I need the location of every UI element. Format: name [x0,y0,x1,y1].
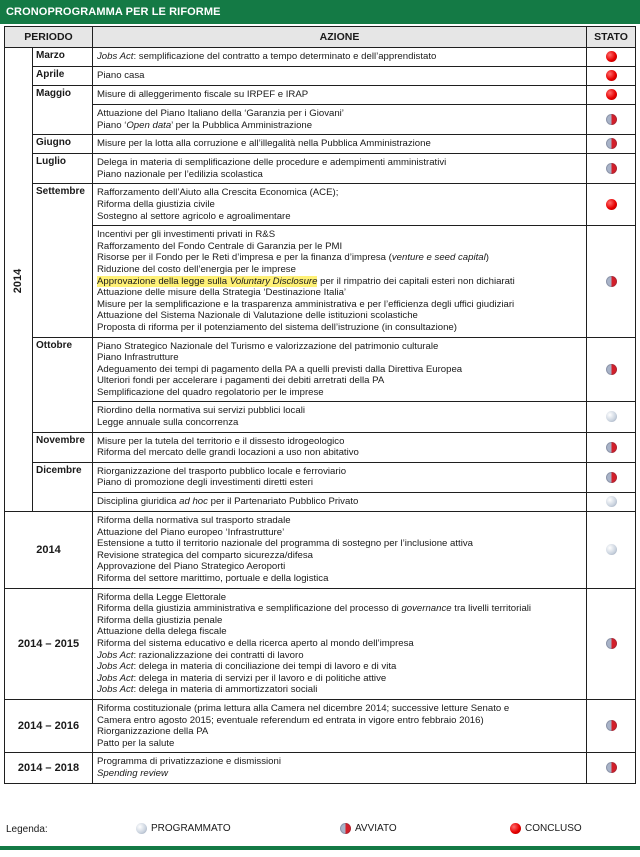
action-cell [93,86,587,105]
programmato-status-icon [606,411,617,422]
table-row [5,154,636,184]
table-row [5,699,636,752]
month-label: Marzo [33,48,93,67]
action-text: Jobs Act [97,649,134,661]
action-text: ) [485,252,489,264]
table-row [5,462,636,492]
action-line [97,661,582,673]
action-text: Jobs Act [97,51,134,62]
action-text: venture e seed capital [391,252,486,264]
action-text: : delega in materia di ammortizzatori sociali [133,684,318,696]
table-row [5,512,636,589]
action-text: Incentivi per gli investimenti privati in R&S [97,229,276,241]
status-cell [587,105,636,135]
action-cell [93,402,587,432]
action-line [97,405,582,417]
action-text: Attuazione della delega fiscale [97,626,227,638]
action-text: : razionalizzazione dei contratti di lavoro [133,649,304,661]
table-body [5,48,636,784]
action-text: per il Partenariato Pubblico Privato [207,496,359,508]
action-text: Riforma della giustizia amministrativa e semplificazione del processo di [97,603,402,615]
action-line [97,626,582,638]
table-row [5,48,636,67]
table-row [5,493,636,512]
action-text: Proposta di riforma per il potenziamento del sistema dell’istruzione (in consultazione) [97,321,457,333]
status-cell [587,86,636,105]
table-row [5,432,636,462]
action-text: Attuazione del Piano europeo ‘Infrastrutture’ [97,526,285,538]
action-line [97,550,582,562]
action-line [97,252,582,264]
period-label: 2014 – 2016 [5,699,93,752]
period-label: 2014 [5,512,93,589]
action-line [97,768,582,780]
legend-label: Legenda: [6,824,48,835]
period-label: 2014 – 2018 [5,753,93,783]
action-line [97,496,582,508]
action-line [97,673,582,685]
action-text: Misure per la semplificazione e la trasparenza amministrativa e per l’efficienza degli uffici giudiziari [97,298,515,310]
action-text: Rafforzamento del Fondo Centrale di Garanzia per le PMI [97,240,343,252]
table-title: CRONOPROGRAMMA PER LE RIFORME [0,0,640,24]
month-label: Dicembre [33,462,93,511]
action-text: Jobs Act [97,661,134,673]
action-cell [93,48,587,67]
action-text: ’ per la Pubblica Amministrazione [171,119,313,131]
action-text: Riforma della giustizia civile [97,198,215,210]
action-text: Riforma della normativa sul trasporto stradale [97,515,291,527]
action-line [97,276,582,288]
action-line [97,187,582,199]
year-label: 2014 [12,268,25,293]
action-line [97,447,582,459]
action-line [97,466,582,478]
action-text: Attuazione delle misure della Strategia ‘Destinazione Italia’ [97,287,347,299]
action-text: Attuazione del Piano Italiano della ‘Garanzia per i Giovani’ [97,108,344,119]
action-text: Riforma del sistema educativo e della ricerca aperto al mondo dell’impresa [97,637,414,649]
action-text: Misure per la lotta alla corruzione e all’illegalità nella Pubblica Amministrazione [97,138,431,150]
action-line [97,229,582,241]
action-text: Riforma della Legge Elettorale [97,591,227,603]
action-line [97,715,582,727]
action-text: per il rimpatrio dei capitali esteri non dichiarati [317,275,515,287]
status-cell [587,588,636,699]
status-cell [587,337,636,402]
action-text: Piano Infrastrutture [97,352,179,364]
action-cell [93,226,587,337]
action-cell [93,432,587,462]
action-text: Semplificazione del quadro regolatorio per le imprese [97,386,324,398]
action-line [97,51,582,63]
action-line [97,527,582,539]
bottom-rule [0,846,640,850]
action-line [97,573,582,585]
action-text: Riforma della giustizia penale [97,614,223,626]
action-text: Sostegno al settore agricolo e agroalimentare [97,210,291,222]
month-label: Novembre [33,432,93,462]
action-text: Rafforzamento dell’Aiuto alla Crescita Economica (ACE); [97,187,339,199]
programmato-status-icon [136,823,147,834]
status-cell [587,699,636,752]
status-cell [587,184,636,226]
status-cell [587,226,636,337]
table-row [5,226,636,337]
action-text: Piano nazionale per l’edilizia scolastica [97,168,263,180]
status-cell [587,67,636,86]
action-text: Misure per la tutela del territorio e il dissesto idrogeologico [97,435,345,447]
action-line [97,477,582,489]
action-text: Disciplina giuridica [97,496,180,508]
action-line [97,726,582,738]
action-line [97,169,582,181]
action-cell [93,67,587,86]
action-text: Riduzione del costo dell’energia per le imprese [97,263,296,275]
action-text: Piano casa [97,70,145,81]
action-line [97,364,582,376]
action-line [97,615,582,627]
action-text: Approvazione della legge sulla [97,275,230,287]
status-cell [587,512,636,589]
action-line [97,561,582,573]
action-text: Camera entro agosto 2015; eventuale referendum ed entrata in vigore entro febbraio 2016) [97,714,484,726]
action-text: Jobs Act [97,684,134,696]
concluso-status-icon [606,51,617,62]
avviato-status-icon [606,364,617,375]
action-cell [93,462,587,492]
legend-programmato [136,823,231,834]
status-cell [587,462,636,492]
action-line [97,341,582,353]
action-line [97,264,582,276]
action-text: Piano di promozione degli investimenti diretti esteri [97,477,313,489]
programmato-status-icon [606,496,617,507]
concluso-status-icon [606,70,617,81]
month-label: Maggio [33,86,93,135]
avviato-status-icon [606,114,617,125]
action-text: Piano Strategico Nazionale del Turismo e valorizzazione del patrimonio culturale [97,340,439,352]
action-line [97,592,582,604]
action-line [97,211,582,223]
action-text: Voluntary Disclosure [229,275,318,287]
action-text: Ulteriori fondi per accelerare i pagamenti dei debiti arretrati della PA [97,375,385,387]
status-cell [587,402,636,432]
avviato-status-icon [606,762,617,773]
action-line [97,70,582,82]
legend [4,820,636,840]
action-text: Revisione strategica del comparto sicurezza/difesa [97,549,313,561]
action-line [97,436,582,448]
action-cell [93,105,587,135]
action-cell [93,184,587,226]
action-text: governance [401,603,452,615]
action-cell [93,753,587,783]
month-label: Settembre [33,184,93,337]
action-text: Delega in materia di semplificazione delle procedure e adempimenti amministrativi [97,157,447,169]
action-text: Riordino della normativa sui servizi pubblici locali [97,405,305,417]
action-text: Estensione a tutto il territorio nazionale del programma di sostegno per l’inclusione attiva [97,538,473,550]
action-text: ad hoc [179,496,208,508]
action-text: tra livelli territoriali [451,603,532,615]
action-line [97,287,582,299]
action-line [97,322,582,334]
action-line [97,638,582,650]
avviato-status-icon [340,823,351,834]
header-stato: STATO [587,27,636,48]
action-line [97,89,582,101]
legend-avviato-label: AVVIATO [355,823,397,834]
action-line [97,108,582,120]
action-line [97,417,582,429]
status-cell [587,135,636,154]
month-label: Luglio [33,154,93,184]
avviato-status-icon [606,472,617,483]
action-text: Patto per la salute [97,737,175,749]
action-text: Spending review [97,767,168,779]
concluso-status-icon [606,89,617,100]
legend-programmato-label: PROGRAMMATO [151,823,231,834]
action-text: Adeguamento dei tempi di pagamento della PA a quelli previsti dalla Direttiva Europea [97,363,463,375]
action-line [97,375,582,387]
action-text: Risorse per il Fondo per le Reti d’impresa e per la finanza d’impresa ( [97,252,392,264]
action-line [97,515,582,527]
legend-concluso-label: CONCLUSO [525,823,582,834]
table-row [5,753,636,783]
table-row [5,86,636,105]
avviato-status-icon [606,720,617,731]
action-line [97,352,582,364]
action-cell [93,337,587,402]
action-line [97,138,582,150]
concluso-status-icon [606,199,617,210]
action-cell [93,512,587,589]
avviato-status-icon [606,442,617,453]
action-cell [93,699,587,752]
avviato-status-icon [606,163,617,174]
action-cell [93,588,587,699]
reform-schedule-table [4,26,636,784]
table-row [5,588,636,699]
action-text: Riorganizzazione della PA [97,726,209,738]
status-cell [587,432,636,462]
concluso-status-icon [510,823,521,834]
header-azione: AZIONE [93,27,587,48]
action-text: : semplificazione del contratto a tempo determinato e dell’apprendistato [133,51,437,62]
table-row [5,337,636,402]
avviato-status-icon [606,276,617,287]
month-label: Ottobre [33,337,93,432]
month-label: Aprile [33,67,93,86]
action-text: Approvazione del Piano Strategico Aeroporti [97,561,286,573]
action-text: Legge annuale sulla concorrenza [97,417,239,429]
action-line [97,241,582,253]
action-cell [93,154,587,184]
action-text: Piano ‘ [97,119,127,131]
action-text: Jobs Act [97,672,134,684]
action-line [97,738,582,750]
header-row [5,27,636,48]
action-text: Misure di alleggerimento fiscale su IRPEF e IRAP [97,89,309,100]
action-text: Riforma costituzionale (prima lettura alla Camera nel dicembre 2014; successive letture Senato e [97,702,510,714]
table-row [5,105,636,135]
action-text: Programma di privatizzazione e dismissioni [97,756,281,768]
status-cell [587,753,636,783]
action-line [97,684,582,696]
action-line [97,387,582,399]
action-line [97,603,582,615]
programmato-status-icon [606,544,617,555]
action-line [97,310,582,322]
action-cell [93,493,587,512]
period-label: 2014 – 2015 [5,588,93,699]
legend-avviato [340,823,397,834]
table-row [5,184,636,226]
action-cell [93,135,587,154]
table-row [5,135,636,154]
status-cell [587,48,636,67]
action-text: Riforma del settore marittimo, portuale e della logistica [97,573,329,584]
action-text: Riorganizzazione del trasporto pubblico locale e ferroviario [97,465,347,477]
month-label: Giugno [33,135,93,154]
avviato-status-icon [606,638,617,649]
action-line [97,299,582,311]
status-cell [587,154,636,184]
action-line [97,199,582,211]
action-line [97,120,582,132]
year-cell-2014 [5,48,33,512]
table-row [5,402,636,432]
action-line [97,650,582,662]
action-text: Open data [126,119,172,131]
action-text: : delega in materia di conciliazione dei tempi di lavoro e di vita [133,661,397,673]
action-line [97,157,582,169]
action-line [97,538,582,550]
header-periodo: PERIODO [5,27,93,48]
action-text: Attuazione del Sistema Nazionale di Valutazione delle istituzioni scolastiche [97,310,418,322]
avviato-status-icon [606,138,617,149]
action-text: : delega in materia di servizi per il lavoro e di politiche attive [133,672,387,684]
table-row [5,67,636,86]
action-text: Riforma del mercato delle grandi locazioni a uso non abitativo [97,447,359,459]
action-line [97,756,582,768]
legend-concluso [510,823,582,834]
status-cell [587,493,636,512]
action-line [97,703,582,715]
